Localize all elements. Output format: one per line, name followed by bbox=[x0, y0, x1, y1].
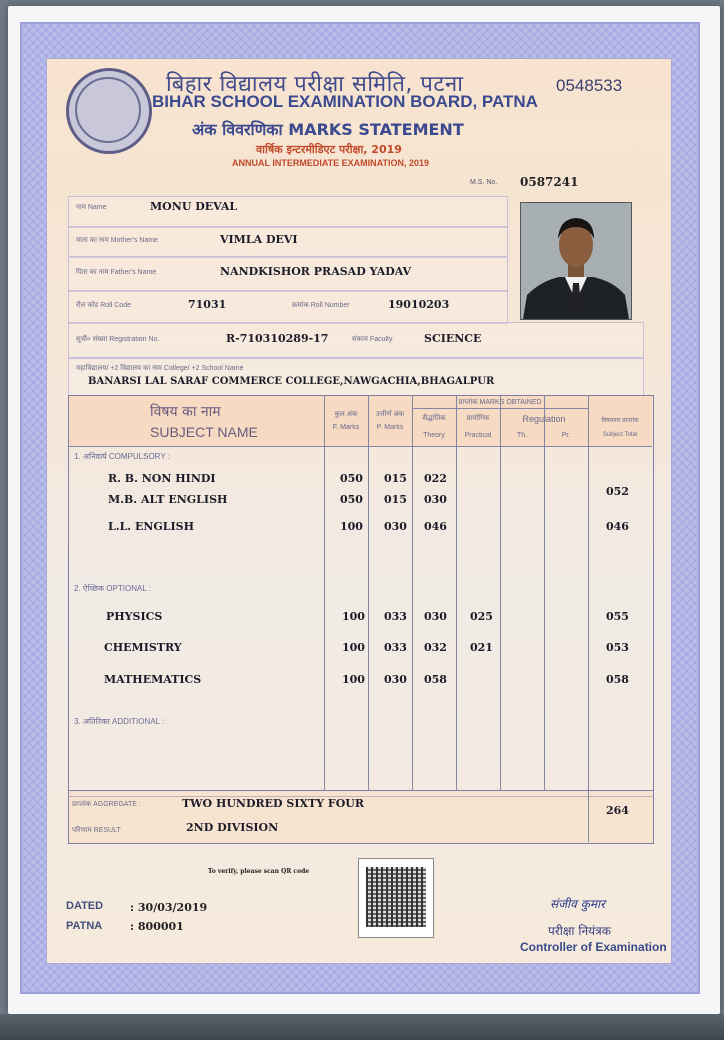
practical-header-hindi: प्रायोगिक bbox=[466, 415, 490, 422]
subject-name: M.B. ALT ENGLISH bbox=[108, 493, 228, 506]
regulation-pr-header: Pr. bbox=[561, 432, 571, 439]
pass-marks: 033 bbox=[384, 641, 407, 654]
full-marks: 100 bbox=[342, 610, 365, 623]
subject-header-hindi: विषय का नाम bbox=[150, 404, 221, 420]
faculty-label: संकाय Faculty bbox=[352, 336, 393, 343]
subject-total: 046 bbox=[606, 520, 629, 533]
board-seal-logo bbox=[66, 68, 152, 154]
college-value: BANARSI LAL SARAF COMMERCE COLLEGE,NAWGACHIA,BHAGALPUR bbox=[88, 376, 495, 387]
marks-obtained-divider bbox=[412, 408, 588, 409]
marks-statement-title: अंक विवरणिका MARKS STATEMENT bbox=[192, 120, 464, 139]
aggregate-words: TWO HUNDRED SIXTY FOUR bbox=[182, 797, 365, 810]
section-optional: 2. ऐच्छिक OPTIONAL : bbox=[74, 584, 151, 593]
theory-marks: 032 bbox=[424, 641, 447, 654]
full-marks: 100 bbox=[340, 520, 363, 533]
pass-marks: 030 bbox=[384, 673, 407, 686]
student-photo bbox=[520, 202, 632, 320]
controller-title-english: Controller of Examination bbox=[520, 940, 667, 954]
controller-title-hindi: परीक्षा नियंत्रक bbox=[548, 924, 611, 938]
roll-number-value: 19010203 bbox=[388, 298, 450, 311]
signature-text: संजीव कुमार bbox=[550, 897, 606, 911]
subject-total-header: Subject Total bbox=[602, 432, 638, 438]
subject-header-english: SUBJECT NAME bbox=[150, 424, 258, 440]
ms-no-label: M.S. No. bbox=[470, 179, 498, 186]
column-divider bbox=[456, 396, 457, 790]
registration-value: R-710310289-17 bbox=[226, 332, 329, 345]
board-name-english: BIHAR SCHOOL EXAMINATION BOARD, PATNA bbox=[152, 92, 538, 111]
column-divider bbox=[324, 396, 325, 790]
fmarks-header: F. Marks bbox=[332, 424, 360, 431]
ms-no-value: 0587241 bbox=[520, 175, 579, 189]
theory-header: Theory bbox=[423, 432, 445, 439]
subject-name: MATHEMATICS bbox=[104, 673, 202, 686]
subject-total: 058 bbox=[606, 673, 629, 686]
pass-marks: 015 bbox=[384, 493, 407, 506]
full-marks: 050 bbox=[340, 493, 363, 506]
result-value: 2ND DIVISION bbox=[186, 821, 279, 834]
combined-subject-total: 052 bbox=[606, 485, 629, 498]
subject-total-header-hindi: विषयवार प्राप्तांक bbox=[601, 418, 639, 424]
section-additional: 3. अतिरिक्त ADDITIONAL : bbox=[74, 717, 165, 726]
marks-obtained-header: प्राप्तांक MARKS OBTAINED bbox=[458, 399, 542, 406]
result-label: परिणाम RESULT bbox=[72, 827, 121, 834]
column-divider bbox=[588, 396, 589, 790]
theory-marks: 022 bbox=[424, 472, 447, 485]
practical-header: Practical bbox=[464, 432, 492, 439]
father-label: पिता का नाम Father's Name bbox=[76, 269, 157, 276]
college-label: महाविद्यालय/ +2 विद्यालय का नाम College/ +2 School Name bbox=[76, 365, 244, 372]
registration-label: सूचीं० संख्या Registration No. bbox=[76, 336, 160, 343]
subject-name: R. B. NON HINDI bbox=[108, 472, 216, 485]
theory-header-hindi: सैद्धांतिक bbox=[422, 415, 446, 422]
mother-value: VIMLA DEVI bbox=[220, 233, 298, 246]
theory-marks: 046 bbox=[424, 520, 447, 533]
mother-label: माता का नाम Mother's Name bbox=[76, 237, 158, 244]
regulation-th-header: Th. bbox=[516, 432, 528, 439]
name-label: नाम Name bbox=[76, 204, 107, 211]
verify-text: To verify, please scan QR code bbox=[208, 868, 310, 875]
subject-total: 053 bbox=[606, 641, 629, 654]
subject-total: 055 bbox=[606, 610, 629, 623]
patna-label: PATNA bbox=[66, 920, 103, 932]
name-field bbox=[68, 196, 508, 228]
subject-name: CHEMISTRY bbox=[104, 641, 182, 654]
background-surface bbox=[0, 1014, 724, 1040]
pass-marks: 030 bbox=[384, 520, 407, 533]
column-divider bbox=[500, 396, 501, 790]
header-divider bbox=[68, 446, 652, 447]
practical-marks: 025 bbox=[470, 610, 493, 623]
father-value: NANDKISHOR PRASAD YADAV bbox=[220, 265, 412, 278]
subject-name: L.L. ENGLISH bbox=[108, 520, 195, 533]
serial-number: 0548533 bbox=[556, 76, 623, 95]
theory-marks: 030 bbox=[424, 610, 447, 623]
aggregate-divider bbox=[588, 790, 589, 842]
pmarks-header: P. Marks bbox=[376, 424, 404, 431]
faculty-value: SCIENCE bbox=[424, 332, 482, 345]
roll-code-value: 71031 bbox=[188, 298, 227, 311]
column-divider bbox=[544, 396, 545, 790]
roll-code-label: रौल कोड Roll Code bbox=[76, 302, 131, 309]
full-marks: 100 bbox=[342, 641, 365, 654]
theory-marks: 030 bbox=[424, 493, 447, 506]
aggregate-label: प्राप्तांक AGGREGATE : bbox=[72, 801, 141, 808]
dated-value: : 30/03/2019 bbox=[130, 901, 208, 914]
pass-marks: 015 bbox=[384, 472, 407, 485]
pass-marks: 033 bbox=[384, 610, 407, 623]
column-divider bbox=[412, 396, 413, 790]
name-value: MONU DEVAL bbox=[150, 200, 238, 213]
fmarks-header-hindi: कुल अंक bbox=[334, 411, 358, 418]
roll-number-label: क्रमांक Roll Number bbox=[292, 302, 350, 309]
regulation-header: Regulation bbox=[522, 414, 566, 424]
controller-signature bbox=[550, 895, 605, 912]
column-divider bbox=[368, 396, 369, 790]
patna-value: : 800001 bbox=[130, 920, 184, 933]
board-name-hindi: बिहार विद्यालय परीक्षा समिति, पटना bbox=[166, 72, 464, 97]
exam-name-english: ANNUAL INTERMEDIATE EXAMINATION, 2019 bbox=[232, 158, 430, 168]
aggregate-total: 264 bbox=[606, 804, 629, 817]
section-compulsory: 1. अनिवार्य COMPULSORY : bbox=[74, 452, 170, 461]
exam-name-hindi: वार्षिक इन्टरमीडिएट परीक्षा, 2019 bbox=[256, 143, 402, 156]
subject-name: PHYSICS bbox=[106, 610, 163, 623]
dated-label: DATED bbox=[66, 900, 104, 912]
full-marks: 050 bbox=[340, 472, 363, 485]
practical-marks: 021 bbox=[470, 641, 493, 654]
theory-marks: 058 bbox=[424, 673, 447, 686]
pmarks-header-hindi: उत्तीर्ण अंक bbox=[375, 411, 405, 418]
full-marks: 100 bbox=[342, 673, 365, 686]
qr-code bbox=[358, 858, 434, 938]
